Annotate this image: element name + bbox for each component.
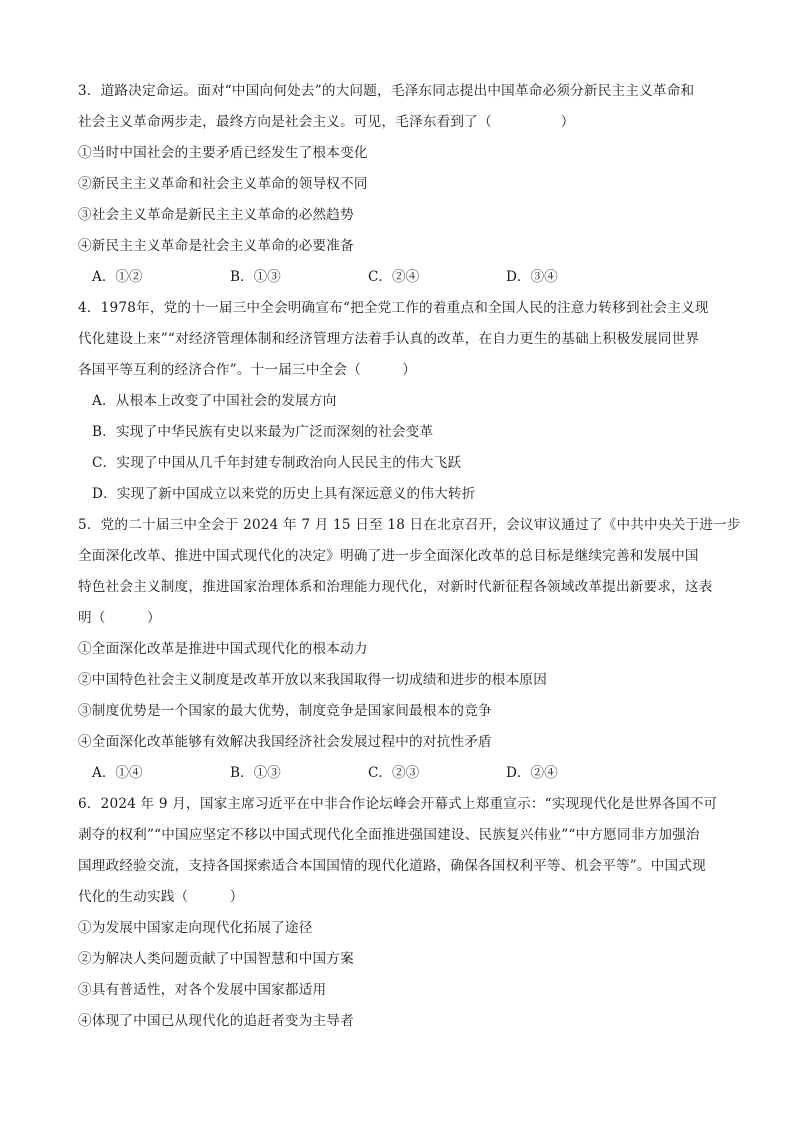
question-6-stem-line-2: 剥夺的权利”“中国应坚定不移以中国式现代化全面推进强国建设、民族复兴伟业”“中方愿同非方加强治 bbox=[78, 827, 700, 843]
question-3-choices bbox=[78, 262, 718, 293]
question-3-statement-3: ③社会主义革命是新民主主义革命的必然趋势 bbox=[78, 207, 354, 223]
question-3-statement-4: ④新民主主义革命是社会主义革命的必要准备 bbox=[78, 238, 354, 254]
question-3-stem-line-2: 社会主义革命两步走，最终方向是社会主义。可见，毛泽东看到了（ ） bbox=[78, 114, 575, 130]
question-6-stem-line-3: 国理政经验交流，支持各国探索适合本国国情的现代化道路，确保各国权利平等、机会平等”。中国式现 bbox=[78, 858, 706, 874]
question-4-stem-line-3: 各国平等互利的经济合作”。十一届三中全会（ ） bbox=[78, 362, 417, 378]
question-4-stem-line-2: 代化建设上来”“对经济管理体制和经济管理方法着手认真的改革，在自力更生的基础上积极发展同世界 bbox=[78, 331, 700, 347]
question-3-choice-d[interactable]: D．③④ bbox=[506, 269, 558, 285]
question-3-statement-2: ②新民主主义革命和社会主义革命的领导权不同 bbox=[78, 176, 368, 192]
question-5-choice-a[interactable]: A．①④ bbox=[92, 765, 143, 781]
question-3-stem-line-1: 3．道路决定命运。面对“中国向何处去”的大问题，毛泽东同志提出中国革命必须分新民主主义革命和 bbox=[78, 83, 695, 99]
question-3-choice-b[interactable]: B．①③ bbox=[230, 269, 281, 285]
question-6-statement-4: ④体现了中国已从现代化的追赶者变为主导者 bbox=[78, 1013, 354, 1029]
question-5-stem-line-1: 5．党的二十届三中全会于 2024 年 7 月 15 日至 18 日在北京召开，会议审议通过了《中共中央关于进一步 bbox=[78, 517, 741, 533]
question-6-stem-line-1: 6．2024 年 9 月，国家主席习近平在中非合作论坛峰会开幕式上郑重宣示：“实现现代化是世界各国不可 bbox=[78, 796, 718, 812]
question-3-choice-a[interactable]: A．①② bbox=[92, 269, 143, 285]
question-3-choice-c[interactable]: C．②④ bbox=[368, 269, 420, 285]
question-6-statement-1: ①为发展中国家走向现代化拓展了途径 bbox=[78, 920, 313, 936]
question-5-stem-line-3: 特色社会主义制度，推进国家治理体系和治理能力现代化，对新时代新征程各领域改革提出新要求，这表 bbox=[78, 579, 713, 595]
question-5-statement-1: ①全面深化改革是推进中国式现代化的根本动力 bbox=[78, 641, 368, 657]
question-5-choice-c[interactable]: C．②③ bbox=[368, 765, 420, 781]
question-3 bbox=[78, 76, 718, 293]
question-6-statement-2: ②为解决人类问题贡献了中国智慧和中国方案 bbox=[78, 951, 354, 967]
question-6 bbox=[78, 789, 718, 1037]
question-5-choice-b[interactable]: B．①③ bbox=[230, 765, 281, 781]
question-4 bbox=[78, 293, 718, 510]
question-5-statement-2: ②中国特色社会主义制度是改革开放以来我国取得一切成绩和进步的根本原因 bbox=[78, 672, 547, 688]
question-4-choice-d[interactable]: D．实现了新中国成立以来党的历史上具有深远意义的伟大转折 bbox=[92, 486, 476, 502]
question-6-statement-3: ③具有普适性，对各个发展中国家都适用 bbox=[78, 982, 327, 998]
exam-page bbox=[78, 76, 741, 1037]
question-5-choice-d[interactable]: D．②④ bbox=[506, 765, 558, 781]
question-3-statement-1: ①当时中国社会的主要矛盾已经发生了根本变化 bbox=[78, 145, 368, 161]
question-5-statement-4: ④全面深化改革能够有效解决我国经济社会发展过程中的对抗性矛盾 bbox=[78, 734, 492, 750]
question-6-stem-line-4: 代化的生动实践（ ） bbox=[78, 889, 244, 905]
question-5-statement-3: ③制度优势是一个国家的最大优势，制度竞争是国家间最根本的竞争 bbox=[78, 703, 492, 719]
question-5 bbox=[78, 510, 741, 789]
question-4-choice-c[interactable]: C．实现了中国从几千年封建专制政治向人民民主的伟大飞跃 bbox=[92, 455, 462, 471]
question-5-stem-line-2: 全面深化改革、推进中国式现代化的决定》明确了进一步全面深化改革的总目标是继续完善和发展中国 bbox=[78, 548, 699, 564]
question-5-stem-line-4: 明（ ） bbox=[78, 610, 161, 626]
question-4-choice-a[interactable]: A．从根本上改变了中国社会的发展方向 bbox=[92, 393, 337, 409]
question-4-stem-line-1: 4．1978年，党的十一届三中全会明确宣布“把全党工作的着重点和全国人民的注意力转移到社会主义现 bbox=[78, 300, 709, 316]
question-4-choice-b[interactable]: B．实现了中华民族有史以来最为广泛而深刻的社会变革 bbox=[92, 424, 434, 440]
question-5-choices bbox=[78, 758, 718, 789]
